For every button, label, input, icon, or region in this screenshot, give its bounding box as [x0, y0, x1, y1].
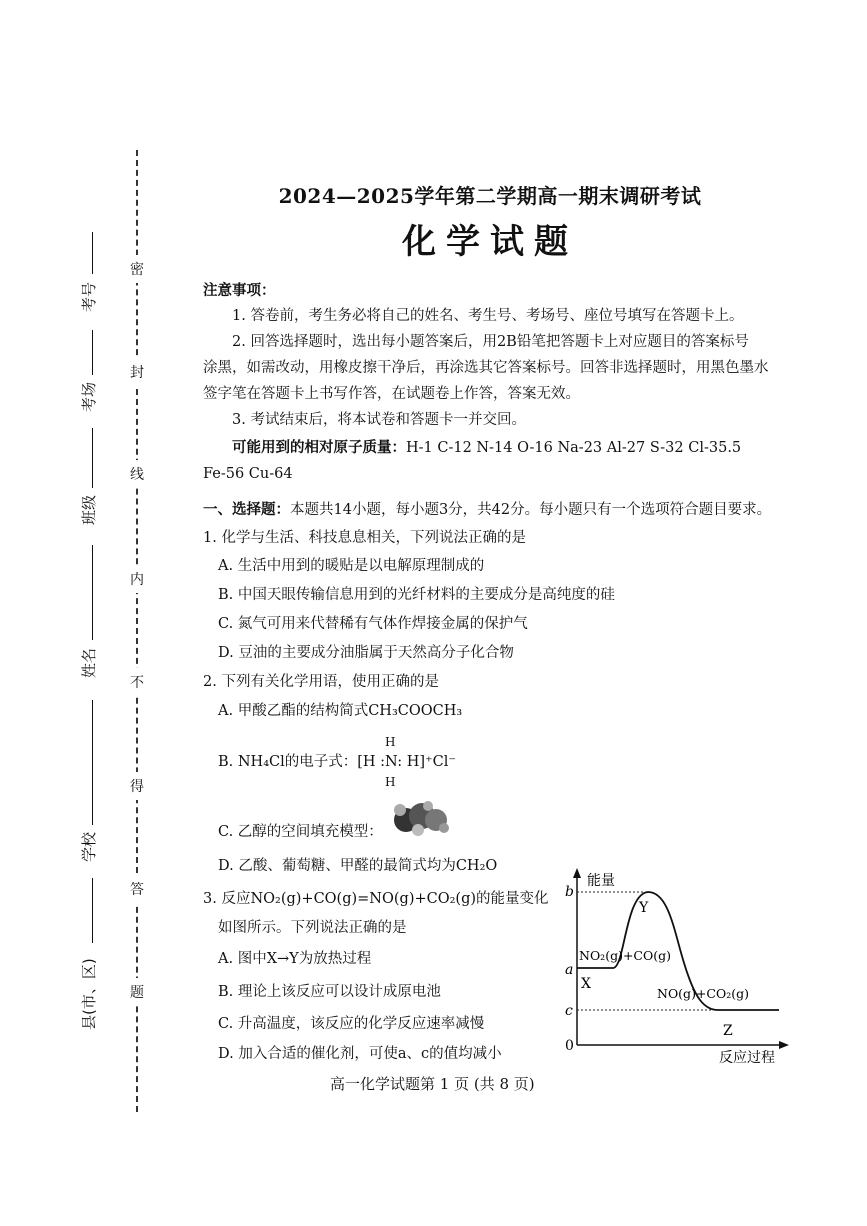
seal-char-7: 答: [130, 875, 144, 903]
masses-list-b: Fe-56 Cu-64: [203, 466, 293, 482]
q2-b-h-bottom: H: [385, 775, 396, 789]
diagram-products: NO(g)+CO₂(g): [657, 986, 749, 1001]
notice-heading: 注意事项：: [203, 282, 276, 299]
q3-option-a: A. 图中X→Y为放热过程: [218, 951, 372, 967]
model-atom-h2: [412, 824, 424, 836]
q1-option-d: D. 豆油的主要成分油脂属于天然高分子化合物: [218, 645, 514, 661]
section-1-header: [203, 500, 771, 520]
q2-b-formula: [H :N: H]⁺Cl⁻: [357, 754, 457, 770]
q2-option-d: D. 乙酸、葡萄糖、甲醛的最简式均为CH₂O: [218, 858, 498, 874]
label-banji: 班级: [80, 494, 98, 525]
q1-option-c: C. 氮气可用来代替稀有气体作焊接金属的保护气: [218, 616, 528, 632]
seal-char-6: 得: [130, 772, 144, 800]
blank-xuexiao: [92, 700, 93, 825]
q2-option-a: [218, 701, 462, 721]
q2-option-c: C. 乙醇的空间填充模型：: [218, 824, 383, 840]
label-xuexiao: 学校: [80, 831, 98, 862]
energy-diagram: [553, 860, 793, 1070]
notice-item-2a: 2. 回答选择题时，选出每小题答案后，用2B铅笔把答题卡上对应题目的答案标号: [232, 334, 749, 350]
q2-a-formula: CH₃COOCH₃: [368, 703, 463, 719]
q1-option-b: B. 中国天眼传输信息用到的光纤材料的主要成分是高纯度的硅: [218, 587, 615, 603]
seal-char-2: 封: [130, 358, 144, 386]
model-atom-h1: [394, 804, 406, 816]
blank-kaochang: [92, 330, 93, 375]
q2-stem: 2. 下列有关化学用语，使用正确的是: [203, 674, 439, 690]
blank-xingming: [92, 545, 93, 640]
label-xingming: 姓名: [80, 647, 98, 678]
q3-stem-2: 如图所示。下列说法正确的是: [218, 920, 407, 936]
label-xian: 县(市、区): [80, 958, 98, 1030]
q2-b-h-top: H: [385, 735, 396, 749]
q3-option-c: C. 升高温度，该反应的化学反应速率减慢: [218, 1016, 485, 1032]
diagram-y-arrow: [573, 868, 581, 878]
masses-list-a: H-1 C-12 N-14 O-16 Na-23 Al-27 S-32 Cl-35.5: [406, 440, 742, 456]
exam-subtitle: 化学试题: [402, 222, 578, 262]
label-kaochang: 考场: [80, 381, 98, 412]
seal-char-5: 不: [130, 668, 144, 696]
seal-char-4: 内: [130, 565, 144, 593]
model-atom-h4: [423, 801, 433, 811]
diagram-x-arrow: [779, 1041, 789, 1049]
q2-option-b: [218, 752, 456, 772]
q3-option-d: D. 加入合适的催化剂，可使a、c的值均减小: [218, 1046, 502, 1062]
diagram-xlabel: 反应过程: [719, 1050, 775, 1066]
q1-stem: 1. 化学与生活、科技息息相关，下列说法正确的是: [203, 530, 526, 546]
seal-char-8: 题: [130, 978, 144, 1006]
diagram-point-y: Y: [639, 900, 649, 916]
blank-banji: [92, 428, 93, 488]
blank-kaohao: [92, 232, 93, 274]
diagram-point-z: Z: [723, 1023, 733, 1039]
exam-title: 2024—2025学年第二学期高一期末调研考试: [278, 184, 702, 208]
masses-label: 可能用到的相对原子质量：: [232, 439, 406, 456]
section-1-heading: 一、选择题：: [203, 501, 290, 518]
diagram-point-x: X: [581, 976, 591, 992]
q3-stem-1: 3. 反应NO₂(g)+CO(g)=NO(g)+CO₂(g)的能量变化: [203, 891, 549, 907]
diagram-origin: 0: [565, 1038, 574, 1054]
q3-option-b: B. 理论上该反应可以设计成原电池: [218, 984, 441, 1000]
ethanol-space-filling-model: [392, 798, 452, 840]
diagram-label-a: a: [565, 962, 574, 978]
q2-a-text: A. 甲酸乙酯的结构简式: [218, 703, 369, 719]
page-footer: 高一化学试题第 1 页 (共 8 页): [330, 1075, 535, 1093]
diagram-label-c: c: [565, 1003, 573, 1019]
notice-item-2c: 签字笔在答题卡上书写作答，在试题卷上作答，答案无效。: [203, 386, 580, 402]
diagram-ylabel: 能量: [587, 873, 615, 889]
seal-char-1: 密: [130, 255, 144, 283]
notice-masses: [232, 438, 741, 458]
diagram-reactants: NO₂(g)+CO(g): [579, 948, 671, 963]
seal-dashed-line: [136, 150, 138, 1112]
seal-char-3: 线: [130, 460, 144, 488]
model-atom-h3: [439, 823, 449, 833]
notice-item-2b: 涂黑，如需改动，用橡皮擦干净后，再涂选其它答案标号。回答非选择题时，用黑色墨水: [203, 360, 769, 376]
q2-b-text: B. NH₄Cl的电子式：: [218, 754, 358, 770]
blank-xian: [92, 878, 93, 943]
notice-item-1: 1. 答卷前，考生务必将自己的姓名、考生号、考场号、座位号填写在答题卡上。: [232, 308, 744, 324]
label-kaohao: 考号: [80, 281, 98, 312]
diagram-label-b: b: [565, 884, 574, 900]
section-1-desc: 本题共14小题，每小题3分，共42分。每小题只有一个选项符合题目要求。: [290, 502, 772, 518]
q1-option-a: A. 生活中用到的暖贴是以电解原理制成的: [218, 558, 485, 574]
notice-item-3: 3. 考试结束后，将本试卷和答题卡一并交回。: [232, 412, 526, 428]
